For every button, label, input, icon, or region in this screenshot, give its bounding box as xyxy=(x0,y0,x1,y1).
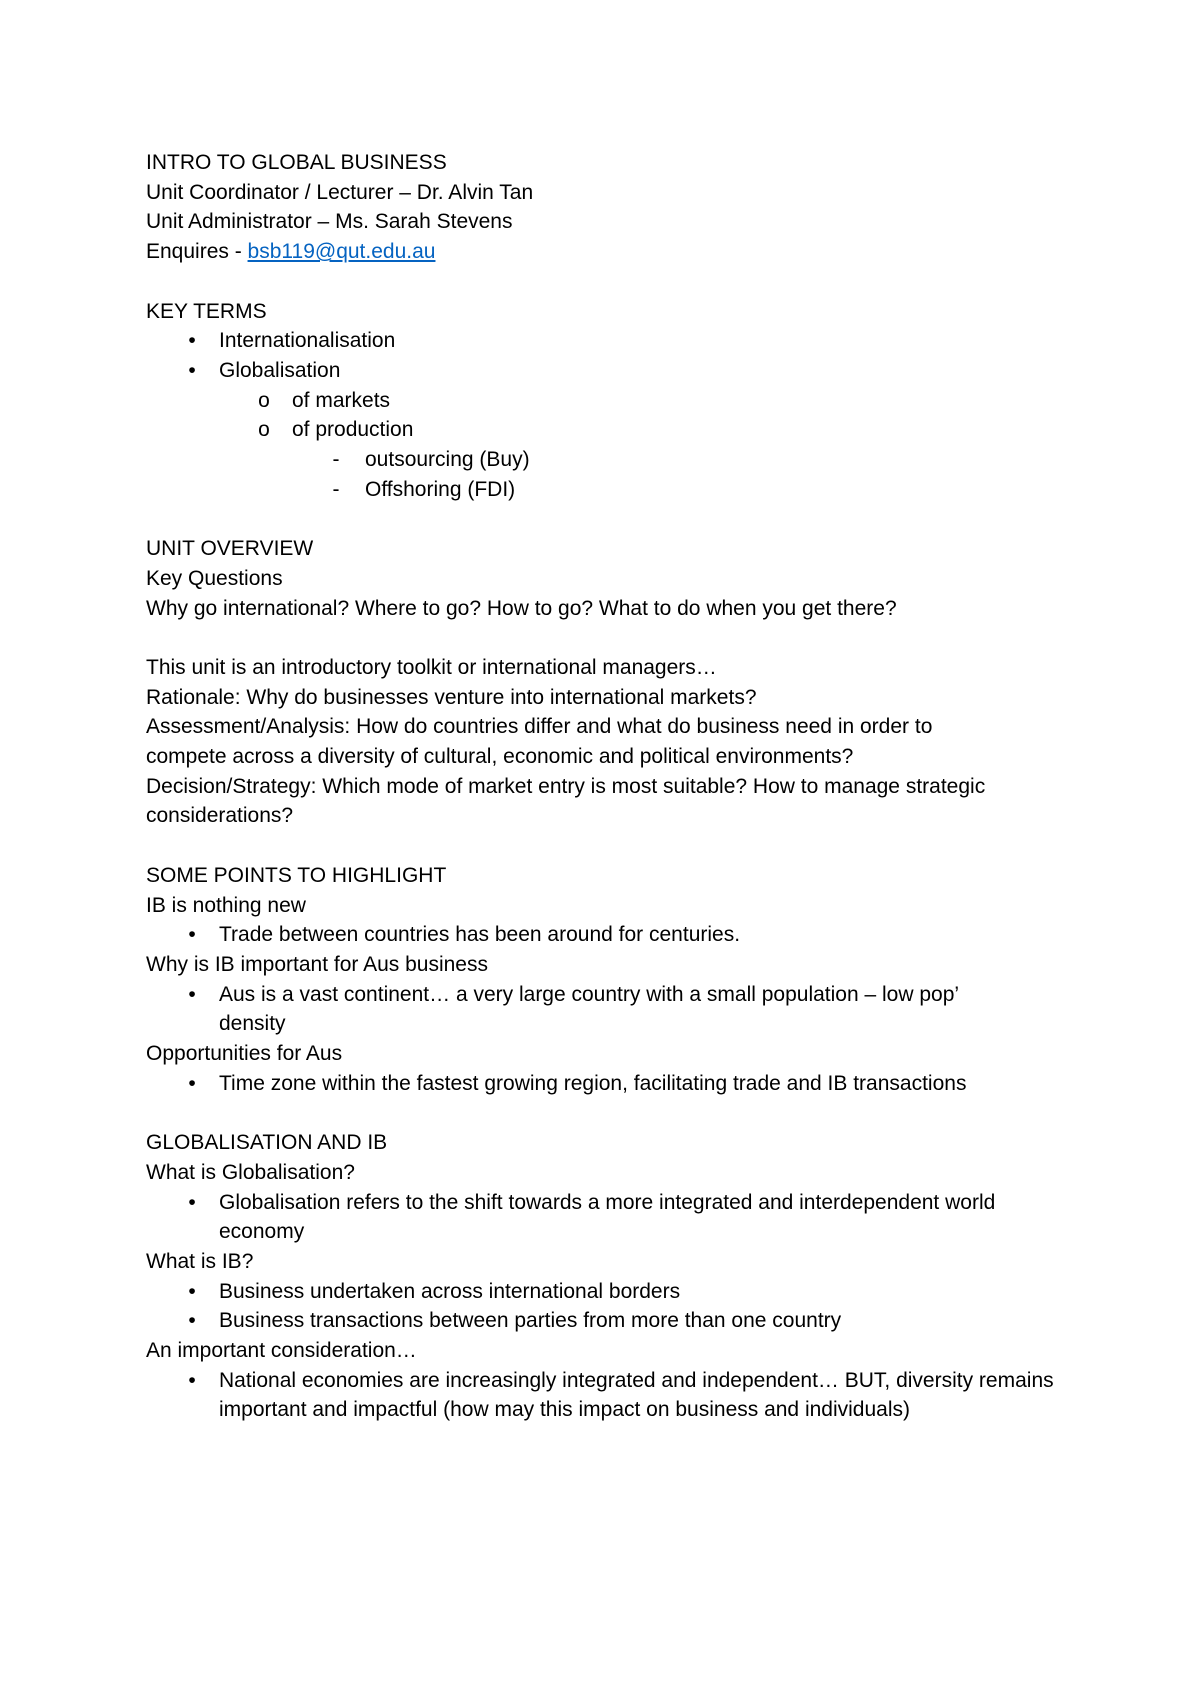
sub-list-item xyxy=(146,415,1086,445)
enquiries-email-link[interactable]: bsb119@qut.edu.au xyxy=(247,240,436,264)
unit-overview-heading: UNIT OVERVIEW xyxy=(146,537,314,561)
sub-list-item xyxy=(146,386,1086,416)
spacer xyxy=(146,831,1086,861)
list-item-text: Trade between countries has been around for centuries. xyxy=(219,923,741,947)
what-is-globalisation: What is Globalisation? xyxy=(146,1160,355,1184)
spacer xyxy=(146,504,1086,534)
document-body xyxy=(146,148,1086,1425)
list-item xyxy=(146,1188,1079,1247)
document-title: INTRO TO GLOBAL BUSINESS xyxy=(146,151,447,174)
key-questions-text: Why go international? Where to go? How to go? What to do when you get there? xyxy=(146,596,897,620)
list-item xyxy=(146,326,1086,356)
key-terms-heading: KEY TERMS xyxy=(146,299,267,323)
list-item-text: Time zone within the fastest growing region, facilitating trade and IB transactions xyxy=(219,1071,967,1095)
spacer xyxy=(146,623,1086,653)
list-item xyxy=(146,1366,1089,1425)
sub-sub-list-item xyxy=(146,475,1086,505)
spacer xyxy=(146,267,1086,297)
important-consideration: An important consideration… xyxy=(146,1339,417,1363)
list-item-text: Globalisation refers to the shift towards a more integrated and interdependent world economy xyxy=(219,1190,996,1244)
bullet-marker: • xyxy=(188,1190,196,1214)
sub-sub-list-item xyxy=(146,445,1086,475)
ib-nothing-new: IB is nothing new xyxy=(146,893,306,917)
list-item-text: Aus is a vast continent… a very large country with a small population – low pop’ density xyxy=(219,982,959,1036)
bullet-marker: • xyxy=(188,1279,196,1303)
list-item xyxy=(146,980,1019,1039)
opportunities-for-aus: Opportunities for Aus xyxy=(146,1042,343,1066)
sub-list-item-text: of production xyxy=(292,418,414,442)
bullet-marker: • xyxy=(188,1309,196,1333)
list-item xyxy=(146,1306,1086,1336)
globalisation-heading: GLOBALISATION AND IB xyxy=(146,1131,388,1155)
list-item xyxy=(146,1069,1086,1099)
list-item xyxy=(146,920,1086,950)
bullet-marker: • xyxy=(188,358,196,382)
list-item-text: Business transactions between parties from more than one country xyxy=(219,1309,842,1333)
sub-list-item-text: of markets xyxy=(292,388,391,412)
list-item xyxy=(146,356,1086,386)
assessment-text: Assessment/Analysis: How do countries differ and what do business need in order to compete across a diversity of cultural, economic and political environments? xyxy=(146,715,933,769)
why-ib-important: Why is IB important for Aus business xyxy=(146,952,488,976)
dash-marker: - xyxy=(332,448,340,472)
list-item-text: Business undertaken across international borders xyxy=(219,1279,681,1303)
bullet-marker: • xyxy=(188,923,196,947)
rationale-text: Rationale: Why do businesses venture into international markets? xyxy=(146,685,757,709)
decision-text: Decision/Strategy: Which mode of market entry is most suitable? How to manage strategic considerations? xyxy=(146,774,986,828)
unit-coordinator: Unit Coordinator / Lecturer – Dr. Alvin Tan xyxy=(146,180,534,204)
spacer xyxy=(146,1098,1086,1128)
bullet-marker: • xyxy=(188,329,196,353)
sub-sub-list-item-text: outsourcing (Buy) xyxy=(365,448,530,472)
what-is-ib: What is IB? xyxy=(146,1249,254,1273)
list-item-text: National economies are increasingly integrated and independent… BUT, diversity remains important and impactful (how may this impact on business and individuals) xyxy=(219,1368,1054,1422)
points-heading: SOME POINTS TO HIGHLIGHT xyxy=(146,863,447,887)
list-item-text: Globalisation xyxy=(219,358,341,382)
key-questions-label: Key Questions xyxy=(146,566,283,590)
enquiries-line xyxy=(146,237,1086,267)
list-item xyxy=(146,1277,1086,1307)
unit-administrator: Unit Administrator – Ms. Sarah Stevens xyxy=(146,210,513,234)
unit-intro-text: This unit is an introductory toolkit or international managers… xyxy=(146,655,717,679)
bullet-marker: • xyxy=(188,1071,196,1095)
circle-marker: o xyxy=(258,388,270,412)
circle-marker: o xyxy=(258,418,270,442)
list-item-text: Internationalisation xyxy=(219,329,396,353)
bullet-marker: • xyxy=(188,982,196,1006)
dash-marker: - xyxy=(332,477,340,501)
enquiries-label: Enquires - xyxy=(146,240,248,264)
bullet-marker: • xyxy=(188,1368,196,1392)
sub-sub-list-item-text: Offshoring (FDI) xyxy=(365,477,516,501)
